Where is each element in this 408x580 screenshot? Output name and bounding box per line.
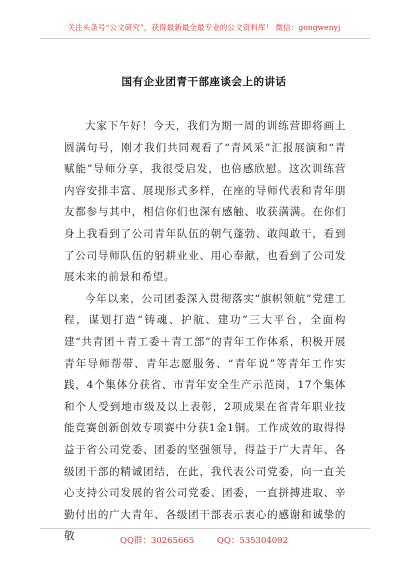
footer-divider (40, 528, 370, 529)
document-title: 国有企业团青干部座谈会上的讲话 (121, 76, 287, 88)
document-body (64, 116, 346, 548)
header-divider (40, 38, 370, 39)
paragraph-1: 大家下午好！今天，我们为期一周的训练营即将画上圆满句号，刚才我们共同观看了“青风采”汇报展演和“青赋能”导师分享，我很受启发，也倍感欣慰。这次训练营内容安排丰富、展现形式多样，在座的导师代表和青年朋友都参与其中，相信你们也深有感触、收获满满。在你们身上我看到了公司青年队伍的朝气蓬勃、敢闯敢干，看到了公司导师队伍的躬耕业业、用心奉献，也看到了公司发展未来的前景和希望。 (64, 120, 346, 284)
page-header-promo: 关注头条号“公文研究”，获得最新最全最专业的公文资料库！ 微信：gongwenyj (67, 23, 341, 32)
page-footer (0, 534, 408, 546)
footer-qq: QQ：535304092 (216, 536, 288, 546)
footer-qq-group: QQ群：30265665 (119, 536, 195, 546)
paragraph-2: 今年以来，公司团委深入贯彻落实“旗帜领航”党建工程，谋划打造“铸魂、护航、建功”三大平台，全面构建“共青团＋青工委＋青工部”的青年工作体系，积极开展青年导师帮带、青年志愿服务、“青年说”等青年工作实践，4个集体分获省、市青年安全生产示范岗，17个集体和个人受到地市级及以上表彰，2项成果在省青年职业技能竞赛创新创效专项赛中分获1金1铜。工作成效的取得得益于省公司党委、团委的坚强领导，得益于广大青年、各级团干部的精诚团结，在此，我代表公司党委，向一直关心支持公司发展的省公司党委、团委，一直拼搏进取、辛勤付出的广大青年、各级团干部表示衷心的感谢和诚挚的敬 (64, 292, 346, 543)
